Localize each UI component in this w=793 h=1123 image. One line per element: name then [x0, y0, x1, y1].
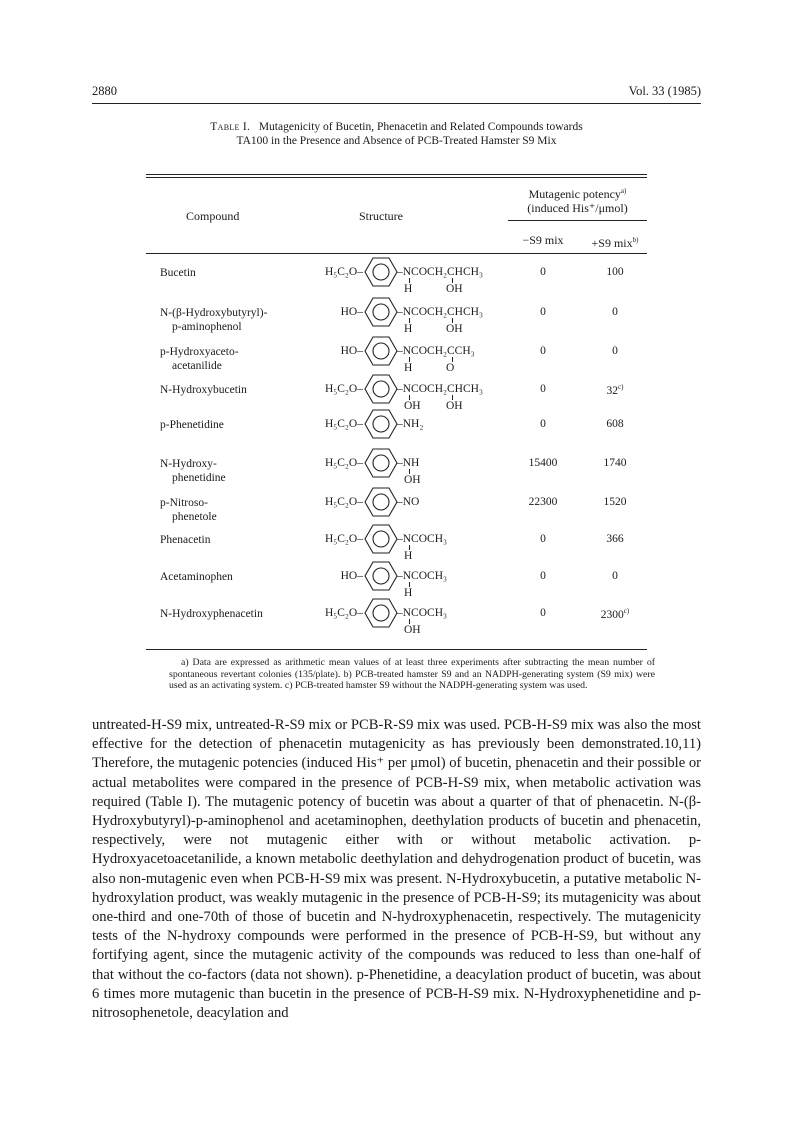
benzene-ring-icon — [364, 409, 398, 439]
column-header-structure: Structure — [359, 209, 403, 223]
value-minus-s9: 0 — [540, 345, 546, 357]
chemical-structure — [0, 257, 793, 301]
table-caption-text: Mutagenicity of Bucetin, Phenacetin and Related Compounds towards TA100 in the Presence and Absence of PCB-Treated Hamster S9 Mix — [236, 121, 583, 147]
structure-right-group: –NCOCH₃ — [397, 607, 448, 619]
bond-line — [409, 357, 410, 362]
value-plus-s9 — [578, 266, 652, 278]
compound-name-line: Acetaminophen — [160, 571, 233, 583]
value-minus-s9: 0 — [540, 266, 546, 278]
value-plus-s9-number: 1520 — [603, 496, 627, 508]
chemical-structure — [0, 448, 793, 492]
bond-line — [409, 545, 410, 550]
bond-line — [409, 469, 410, 474]
value-plus-s9 — [578, 533, 652, 545]
structure-left-group: H₅C₂O– — [324, 457, 363, 469]
plus-s9-footnote-mark: b) — [632, 236, 639, 244]
column-header-potency — [508, 184, 647, 215]
value-minus-s9: 0 — [540, 533, 546, 545]
structure-n-substituent: H — [404, 323, 413, 335]
value-plus-s9 — [578, 607, 652, 621]
column-header-minus-s9: −S9 mix — [522, 233, 564, 247]
value-minus-s9: 0 — [540, 418, 546, 430]
compound-name-line: p-Hydroxyaceto- — [160, 346, 239, 358]
benzene-ring-icon — [364, 336, 398, 366]
value-plus-s9-number: 100 — [606, 266, 624, 278]
table-label: Table I. — [210, 121, 251, 133]
benzene-ring-icon — [364, 487, 398, 517]
benzene-ring-icon — [364, 448, 398, 478]
chemical-structure — [0, 409, 793, 453]
benzene-ring-icon — [364, 598, 398, 628]
table-bottom-rule — [146, 649, 647, 650]
potency-subheader-rule — [508, 220, 647, 221]
table-header-rule — [146, 253, 647, 254]
structure-n-substituent: OH — [404, 624, 421, 636]
table-top-rule-2 — [146, 177, 647, 178]
value-plus-s9 — [578, 496, 652, 508]
structure-c-substituent: OH — [446, 400, 463, 412]
structure-n-substituent: H — [404, 587, 413, 599]
value-footnote-mark: c) — [623, 607, 630, 615]
value-plus-s9-number: 608 — [606, 418, 624, 430]
bond-line — [409, 395, 410, 400]
compound-name-line: p-Phenetidine — [160, 419, 224, 431]
structure-right-group: –NCOCH₂CHCH₃ — [397, 383, 483, 395]
structure-left-group: H₅C₂O– — [324, 607, 363, 619]
value-footnote-mark: c) — [618, 383, 624, 391]
bond-line — [409, 619, 410, 624]
value-plus-s9-number: 366 — [606, 533, 624, 545]
value-plus-s9 — [578, 306, 652, 318]
structure-right-group: –NH₂ — [397, 418, 424, 430]
value-plus-s9-number: 2300 — [600, 608, 624, 621]
value-plus-s9-number: 0 — [612, 570, 618, 582]
structure-right-group: –NCOCH₂CHCH₃ — [397, 306, 483, 318]
bond-line — [409, 582, 410, 587]
structure-n-substituent: OH — [404, 400, 421, 412]
potency-title: Mutagenic potency — [528, 187, 621, 201]
compound-name-line-2: phenetidine — [172, 472, 226, 484]
bond-line — [409, 318, 410, 323]
compound-name-line: N-Hydroxyphenacetin — [160, 608, 263, 620]
table-footnotes: a) Data are expressed as arithmetic mean values of at least three experiments after subtracting the mean number of spontaneous revertant colonies (135/plate). b) PCB-treated hamster S9 and an NADPH-generating system (S9 mix) were used as an activating system. c) PCB-treated hamster S9 without the NADPH-generating system was used. — [169, 657, 655, 692]
column-header-compound: Compound — [186, 209, 240, 223]
bond-line — [452, 357, 453, 362]
benzene-ring-icon — [364, 524, 398, 554]
bond-line — [409, 278, 410, 283]
chemical-structure — [0, 598, 793, 642]
structure-right-group: –NO — [397, 496, 420, 508]
bond-line — [452, 318, 453, 323]
structure-left-group: HO– — [340, 345, 363, 357]
benzene-ring-icon — [364, 561, 398, 591]
structure-n-substituent: H — [404, 283, 413, 295]
compound-name-line: N-Hydroxybucetin — [160, 384, 247, 396]
structure-left-group: HO– — [340, 306, 363, 318]
structure-left-group: HO– — [340, 570, 363, 582]
structure-right-group: –NCOCH₃ — [397, 533, 448, 545]
value-minus-s9: 0 — [540, 383, 546, 395]
value-plus-s9 — [578, 570, 652, 582]
table-top-rule — [146, 174, 647, 175]
column-header-plus-s9 — [578, 233, 652, 250]
structure-left-group: H₅C₂O– — [324, 266, 363, 278]
structure-right-group: –NCOCH₃ — [397, 570, 448, 582]
bond-line — [452, 395, 453, 400]
value-minus-s9: 0 — [540, 306, 546, 318]
bond-line — [452, 278, 453, 283]
structure-left-group: H₅C₂O– — [324, 383, 363, 395]
structure-c-substituent: OH — [446, 283, 463, 295]
compound-name-line-2: p-aminophenol — [172, 321, 242, 333]
compound-name-line: N-(β-Hydroxybutyryl)- — [160, 307, 268, 319]
table-caption — [200, 121, 593, 148]
potency-footnote-mark: a) — [620, 187, 627, 195]
body-paragraph — [92, 716, 701, 1023]
structure-c-substituent: OH — [446, 323, 463, 335]
structure-right-group: –NCOCH₂CCH₃ — [397, 345, 475, 357]
structure-left-group: H₅C₂O– — [324, 418, 363, 430]
value-plus-s9-number: 32 — [606, 384, 619, 397]
benzene-ring-icon — [364, 374, 398, 404]
value-plus-s9-number: 1740 — [603, 457, 627, 469]
value-minus-s9: 0 — [540, 607, 546, 619]
compound-name-line-2: acetanilide — [172, 360, 222, 372]
structure-right-group: –NH — [397, 457, 420, 469]
structure-n-substituent: H — [404, 362, 413, 374]
value-plus-s9 — [578, 418, 652, 430]
chemical-structure — [0, 297, 793, 341]
compound-name-line: p-Nitroso- — [160, 497, 208, 509]
potency-unit: (induced His⁺/μmol) — [527, 201, 628, 215]
page-number: 2880 — [92, 84, 117, 98]
value-plus-s9 — [578, 345, 652, 357]
structure-n-substituent: OH — [404, 474, 421, 486]
value-plus-s9 — [578, 457, 652, 469]
plus-s9-label: +S9 mix — [591, 236, 633, 250]
compound-name-line-2: phenetole — [172, 511, 217, 523]
structure-left-group: H₅C₂O– — [324, 533, 363, 545]
structure-left-group: H₅C₂O– — [324, 496, 363, 508]
body-paragraph-text: untreated-H-S9 mix, untreated-R-S9 mix or PCB-R-S9 mix was used. PCB-H-S9 mix was also the most effective for the detection of phenacetin mutagenicity as has previously been demonstrated.10,11) Therefore, the mutagenic potencies (induced His⁺ per μmol) of bucetin, phenacetin and their possible or actual metabolites were compared in the presence of PCB-H-S9 mix, when metabolic activation was required (Table I). The mutagenic potency of bucetin was about a quarter of that of phenacetin. N-(β-Hydroxybutyryl)-p-aminophenol and acetaminophen, deethylation products of bucetin and phenacetin, respectively, were not mutagenic either with or without metabolic activation. p-Hydroxyacetoacetanilide, a known metabolic deethylation and dehydrogenation product of bucetin, was also non-mutagenic even when PCB-H-S9 mix was present. N-Hydroxybucetin, a putative metabolic N-hydroxylation product, was weakly mutagenic in the presence of PCB-H-S9; its mutagenicity was about one-third and one-70th of those of bucetin and N-hydroxyphenacetin, respectively. The mutagenicity tests of the N-hydroxy compounds were performed in the presence of PCB-H-S9, but without any fortifying agent, since the mutagenic activity of the compounds was reduced to less than one-half of that without the co-factors (data not shown). p-Phenetidine, a deacylation product of bucetin, was about 6 times more mutagenic than bucetin in the presence of PCB-H-S9 mix. N-Hydroxyphenetidine and p-nitrosophenetole, deacylation and — [92, 717, 701, 1022]
value-plus-s9 — [578, 383, 652, 397]
compound-name-line: Bucetin — [160, 267, 196, 279]
structure-n-substituent: H — [404, 550, 413, 562]
benzene-ring-icon — [364, 257, 398, 287]
structure-right-group: –NCOCH₂CHCH₃ — [397, 266, 483, 278]
structure-c-substituent: O — [446, 362, 455, 374]
compound-name-line: N-Hydroxy- — [160, 458, 217, 470]
value-minus-s9: 0 — [540, 570, 546, 582]
value-plus-s9-number: 0 — [612, 345, 618, 357]
value-minus-s9: 15400 — [528, 457, 558, 469]
journal-volume: Vol. 33 (1985) — [628, 84, 701, 98]
value-plus-s9-number: 0 — [612, 306, 618, 318]
benzene-ring-icon — [364, 297, 398, 327]
compound-name-line: Phenacetin — [160, 534, 211, 546]
header-rule — [92, 103, 701, 104]
value-minus-s9: 22300 — [528, 496, 558, 508]
